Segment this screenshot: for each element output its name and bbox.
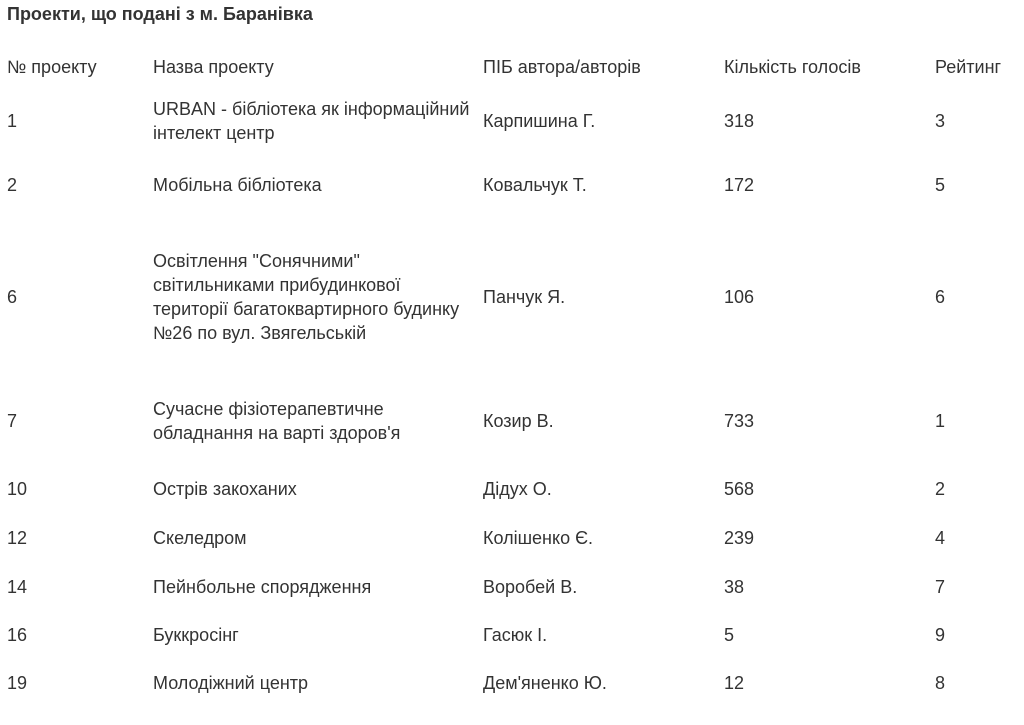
cell-rating: 3 xyxy=(935,111,946,131)
cell-votes: 568 xyxy=(724,479,755,499)
table-header xyxy=(0,45,1024,89)
cell-rating: 1 xyxy=(935,411,946,431)
cell-votes: 318 xyxy=(724,111,755,131)
cell-author: Колішенко Є. xyxy=(483,528,594,548)
cell-rating: 8 xyxy=(935,673,946,693)
cell-name: Буккросінг xyxy=(153,625,239,645)
header-author: ПІБ автора/авторів xyxy=(483,57,641,77)
cell-name: Молодіжний центр xyxy=(153,673,309,693)
projects-table xyxy=(0,45,1024,707)
cell-number: 10 xyxy=(7,479,28,499)
cell-author: Панчук Я. xyxy=(483,287,566,307)
table-row xyxy=(0,153,1024,217)
cell-votes: 38 xyxy=(724,577,745,597)
page-title: Проекти, що подані з м. Баранівка xyxy=(7,4,313,24)
header-name: Назва проекту xyxy=(153,57,274,77)
header-number: № проекту xyxy=(7,57,97,77)
cell-name: Сучасне фізіотерапевтичне обладнання на варті здоров'я xyxy=(153,399,401,443)
cell-number: 19 xyxy=(7,673,28,693)
cell-author: Карпишина Г. xyxy=(483,111,596,131)
cell-rating: 6 xyxy=(935,287,946,307)
header-votes: Кількість голосів xyxy=(724,57,861,77)
cell-rating: 4 xyxy=(935,528,946,548)
table-row xyxy=(0,217,1024,377)
table-row xyxy=(0,611,1024,659)
cell-rating: 5 xyxy=(935,175,946,195)
cell-votes: 733 xyxy=(724,411,755,431)
cell-author: Воробей В. xyxy=(483,577,578,597)
cell-author: Ковальчук Т. xyxy=(483,175,587,195)
cell-number: 14 xyxy=(7,577,28,597)
table-body xyxy=(0,89,1024,707)
cell-number: 12 xyxy=(7,528,28,548)
cell-author: Дем'яненко Ю. xyxy=(483,673,607,693)
header-rating: Рейтинг xyxy=(935,57,1002,77)
table-row xyxy=(0,465,1024,513)
header-row xyxy=(0,45,1024,89)
cell-name: Мобільна бібліотека xyxy=(153,175,322,195)
cell-votes: 106 xyxy=(724,287,755,307)
cell-rating: 7 xyxy=(935,577,946,597)
cell-author: Дідух О. xyxy=(483,479,552,499)
table-row xyxy=(0,377,1024,465)
cell-number: 2 xyxy=(7,175,18,195)
table-row xyxy=(0,513,1024,563)
cell-votes: 5 xyxy=(724,625,735,645)
cell-name: Освітлення "Сонячними" світильниками прибудинкової території багатоквартирного будинку №26 по вул. Звягельській xyxy=(153,251,460,343)
cell-author: Козир В. xyxy=(483,411,554,431)
table-row xyxy=(0,89,1024,153)
cell-votes: 12 xyxy=(724,673,745,693)
cell-rating: 2 xyxy=(935,479,946,499)
cell-author: Гасюк І. xyxy=(483,625,548,645)
table-row xyxy=(0,659,1024,707)
cell-votes: 172 xyxy=(724,175,755,195)
cell-name: Пейнбольне спорядження xyxy=(153,577,372,597)
cell-votes: 239 xyxy=(724,528,755,548)
cell-number: 16 xyxy=(7,625,28,645)
cell-name: Острів закоханих xyxy=(153,479,297,499)
table-row xyxy=(0,563,1024,611)
cell-number: 6 xyxy=(7,287,18,307)
cell-number: 1 xyxy=(7,111,18,131)
cell-name: Скеледром xyxy=(153,528,247,548)
cell-number: 7 xyxy=(7,411,18,431)
cell-rating: 9 xyxy=(935,625,946,645)
cell-name: URBAN - бібліотека як інформаційний інтелект центр xyxy=(153,99,470,143)
